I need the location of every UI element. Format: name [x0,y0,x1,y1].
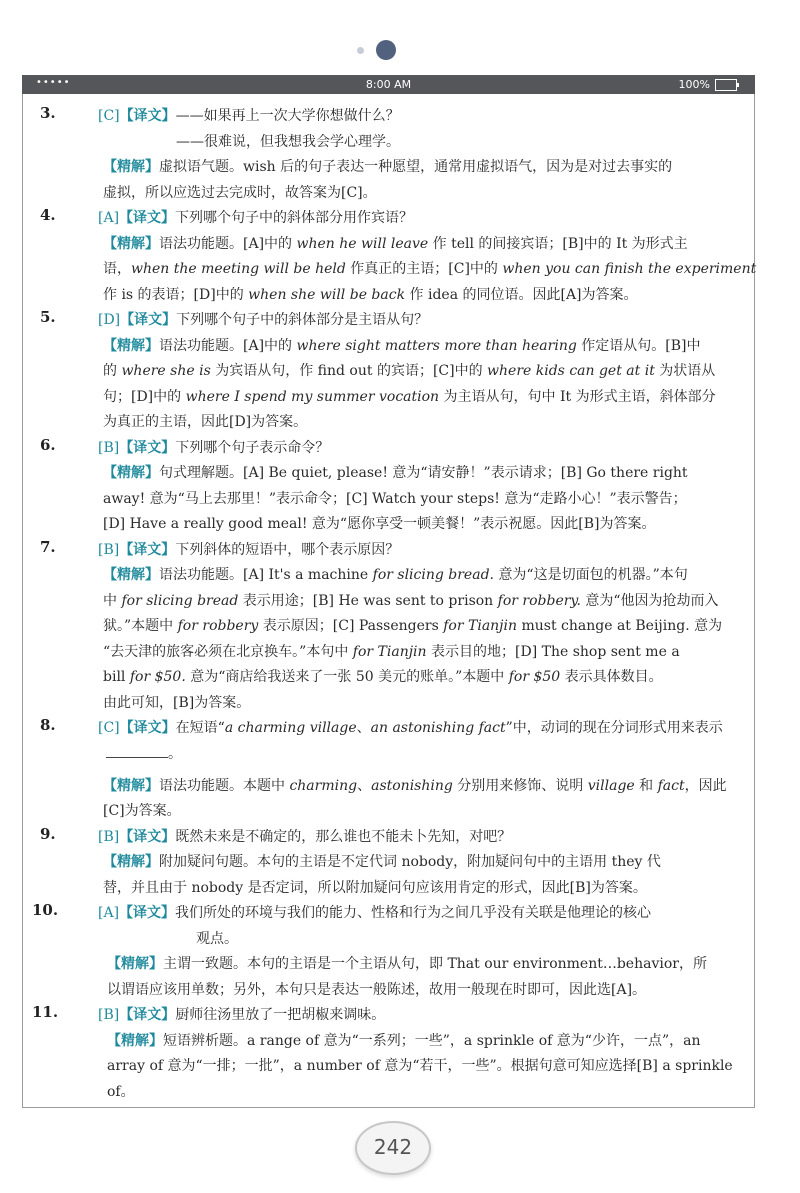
camera-dot [376,40,396,60]
italic-phrase: for Tianjin [443,618,518,634]
analysis-text: 语法功能题。本题中 [159,777,285,794]
analysis-text: 虚拟，所以应选过去完成时，故答案为[C]。 [103,184,377,201]
item-number: 10. [32,901,59,919]
analysis-text: away! 意为“马上去那里！”表示命令；[C] Watch your steps! 意为“走路小心！”表示警告； [103,490,687,507]
translation-label: 【译文】 [119,210,176,226]
analysis-text: 意为“商店给我送来了一张 50 美元的账单。”本题中 [190,669,505,685]
translation-text: 我们所处的环境与我们的能力、性格和行为之间几乎没有关联是他理论的核心 [175,905,652,921]
analysis-text: “去天津的旅客必须在北京换车。”本句中 [103,643,349,660]
analysis-text: 、 [357,777,372,794]
translation-label: 【译文】 [119,541,176,558]
item-number: 5. [40,308,56,326]
translation-text: ——如果再上一次大学你想做什么？ [175,108,400,124]
translation-label: 【译文】 [119,828,176,845]
item-number: 11. [32,1003,59,1021]
analysis-text: 语法功能题。[A]中的 [159,235,293,252]
analysis-text: 分别用来修饰、说明 [457,777,584,794]
italic-phrase: fact [657,777,685,794]
answer-key: [C] [98,108,120,124]
analysis-label: 【精解】 [103,235,159,252]
answer-key: [A] [98,905,120,921]
analysis-text: 由此可知，[B]为答案。 [103,694,251,711]
answer-key: [B] [98,541,120,558]
page-number: 242 [355,1121,431,1175]
answer-item [32,1003,740,1105]
translation-text: 观点。 [196,930,238,947]
status-bar [22,75,755,94]
analysis-text: 附加疑问句题。本句的主语是不定代词 nobody，附加疑问句中的主语用 they 代 [159,854,661,870]
battery-indicator [679,78,737,91]
answer-key: [B] [98,1007,120,1023]
answer-blank [106,756,168,758]
analysis-text: 作真正的主语；[C]中的 [350,261,498,277]
analysis-text: array of 意为“一排；一批”，a number of 意为“若干，一些”。根据句意可知应选择[B] a sprinkle [107,1058,733,1074]
italic-phrase: for slicing bread. [372,567,494,583]
sensor-dot [357,47,364,54]
analysis-text: 虚拟语气题。wish 后的句子表达一种愿望，通常用虚拟语气，因为是对过去事实的 [159,159,673,175]
answer-item [40,538,740,717]
italic-phrase: when you can finish the experiment [502,261,757,277]
italic-phrase: where sight matters more than hearing [296,337,577,354]
item-number: 6. [40,435,56,454]
answer-item [40,206,757,308]
status-time: 8:00 AM [365,78,412,91]
analysis-text: must change at Beijing. 意为 [521,618,723,634]
italic-phrase: where I spend my summer vocation [185,388,440,405]
translation-text: 下列斜体的短语中，哪个表示原因？ [175,541,400,558]
italic-phrase: charming [289,777,358,794]
analysis-text: 表示目的地；[D] The shop sent me a [431,643,680,660]
italic-phrase: village [587,777,635,794]
translation-text: 既然未来是不确定的，那么谁也不能未卜先知，对吧？ [175,828,512,845]
analysis-text: 狱。”本题中 [103,618,174,634]
italic-phrase: astonishing [371,777,453,794]
answer-item [40,436,740,538]
italic-phrase: when she will be back [248,286,406,303]
analysis-text: 中 [103,592,117,609]
analysis-label: 【精解】 [103,465,159,481]
analysis-text: 为宾语从句，作 find out 的宾语；[C]中的 [215,363,483,379]
battery-icon [715,79,737,91]
translation-text: 、 [356,720,371,736]
analysis-text: 语法功能题。[A]中的 [159,337,293,354]
analysis-text: 表示原因；[C] Passengers [262,618,439,634]
signal-icon: ••••• [36,77,71,88]
item-number: 9. [40,824,56,843]
analysis-text: 意为“他因为抢劫而入 [585,592,719,609]
italic-phrase: for robbery [177,618,259,634]
item-number: 4. [40,206,56,224]
translation-label: 【译文】 [119,108,176,124]
item-number: 7. [40,537,56,556]
analysis-text: ，因此 [684,777,727,794]
answer-item [40,825,740,902]
italic-phrase: an astonishing fact [370,720,506,736]
analysis-text: [C]为答案。 [103,803,181,819]
answer-item [32,901,740,1003]
translation-label: 【译文】 [119,905,176,921]
italic-phrase: for robbery. [497,592,581,609]
analysis-text: 主谓一致题。本句的主语是一个主语从句，即 That our environment…behavior，所 [163,956,707,972]
analysis-label: 【精解】 [103,159,159,175]
italic-phrase: where kids can get at it [487,363,655,379]
analysis-label: 【精解】 [107,1032,163,1049]
analysis-text: 意为“这是切面包的机器。”本句 [498,567,688,583]
battery-percent: 100% [678,78,710,91]
analysis-text: 为状语从 [659,363,716,379]
answer-item: 8. [C]【译文】在短语“a charming village、an astonishing fact”中，动词的现在分词形式用来表示 。 【精解】语法功能题。本题中 charming、astonishing 分别用来修饰、说明 village 和 fact，因此 [C]为答案。 [40,716,727,819]
answer-key: [C] [98,720,120,736]
translation-text: 厨师往汤里放了一把胡椒来调味。 [175,1007,386,1023]
analysis-text: 表示用途；[B] He was sent to prison [242,592,494,609]
analysis-text: 表示具体数目。 [564,669,663,685]
analysis-text: 作 idea 的同位语。因此[A]为答案。 [409,286,638,303]
item-number: 3. [40,104,56,122]
italic-phrase: for Tianjin [352,643,427,660]
device-top-bezel [0,36,800,66]
answer-item [40,104,740,206]
answer-key: [B] [98,439,120,456]
translation-text: ——很难说，但我想我会学心理学。 [176,133,400,150]
analysis-text: [D] Have a really good meal! 意为“愿你享受一顿美餐！”表示祝愿。因此[B]为答案。 [103,516,656,532]
translation-text: 下列哪个句子表示命令？ [175,439,330,456]
analysis-text: 语法功能题。[A] It's a machine [159,567,369,583]
italic-phrase: for $50. [129,669,186,685]
translation-text: 在短语“ [175,720,225,736]
italic-phrase: where she is [121,363,211,379]
italic-phrase: when the meeting will be held [131,261,346,277]
italic-phrase: a charming village [224,720,357,736]
answer-key: [A] [98,210,120,226]
analysis-text: 语， [103,261,131,277]
analysis-text: 的 [103,363,117,379]
answer-key: [D] [98,312,121,328]
analysis-label: 【精解】 [103,777,159,794]
analysis-text: 替，并且由于 nobody 是否定词，所以附加疑问句应该用肯定的形式，因此[B]为答案。 [103,879,647,896]
analysis-text: 以谓语应该用单数；另外，本句只是表达一般陈述，故用一般现在时即可，因此选[A]。 [107,981,647,998]
analysis-text: 作定语从句。[B]中 [581,337,701,354]
answer-content [32,104,757,1105]
analysis-text: 作 is 的表语；[D]中的 [103,286,244,303]
translation-text: ”中，动词的现在分词形式用来表示 [505,720,723,736]
italic-phrase: when he will leave [296,235,429,252]
analysis-text: 句式理解题。[A] Be quiet, please! 意为“请安静！”表示请求；[B] Go there right [159,465,688,481]
analysis-label: 【精解】 [103,337,159,354]
item-number: 8. [40,716,56,734]
analysis-label: 【精解】 [107,956,163,972]
analysis-label: 【精解】 [103,567,159,583]
translation-label: 【译文】 [119,1007,176,1023]
italic-phrase: for $50 [508,669,561,685]
analysis-text: 作 tell 的间接宾语；[B]中的 It 为形式主 [432,235,688,252]
analysis-label: 【精解】 [103,854,159,870]
translation-label: 【译文】 [119,720,176,736]
analysis-text: 为真正的主语，因此[D]为答案。 [103,414,308,430]
translation-label: 【译文】 [119,439,176,456]
analysis-text: 句；[D]中的 [103,388,182,405]
analysis-text: of。 [107,1083,135,1100]
answer-key: [B] [98,828,120,845]
analysis-text: bill [103,669,126,685]
translation-text: 下列哪个句子中的斜体部分用作宾语？ [175,210,414,226]
analysis-text: 短语辨析题。a range of 意为“一系列；一些”，a sprinkle of 意为“少许，一点”，an [163,1032,701,1049]
answer-item [40,308,740,436]
translation-text: 下列哪个句子中的斜体部分是主语从句？ [176,312,429,328]
analysis-text: 为主语从句，句中 It 为形式主语，斜体部分 [443,388,716,405]
analysis-text: 和 [639,777,654,794]
italic-phrase: for slicing bread [121,592,239,609]
translation-label: 【译文】 [120,312,177,328]
